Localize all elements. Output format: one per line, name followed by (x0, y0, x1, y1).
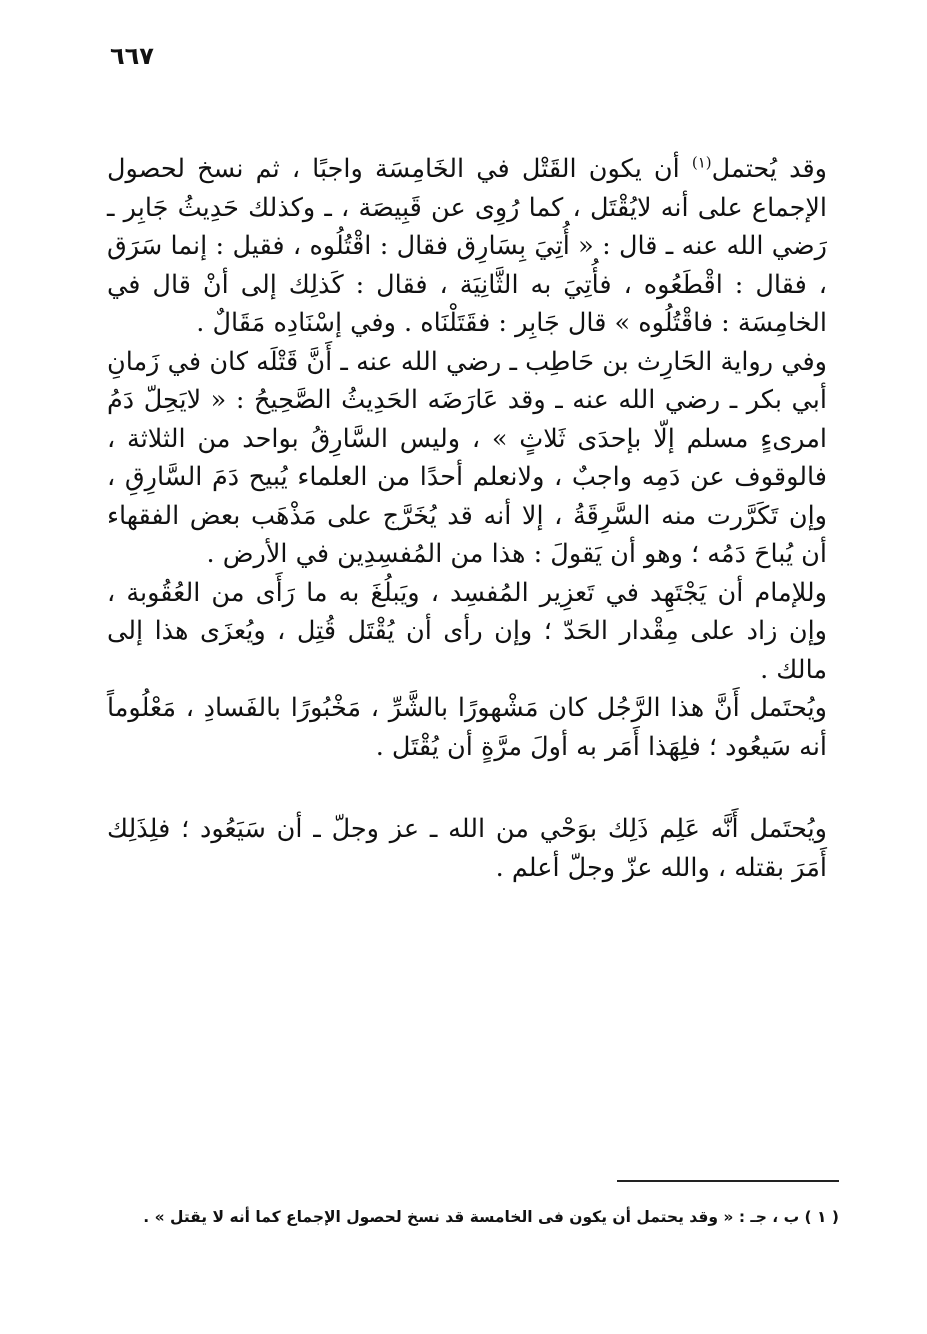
paragraph-4: ويُحتَمل أَنَّ هذا الرَّجُل كان مَشْهورًا بالشَّرِّ ، مَخْبُورًا بالفَسادِ ، مَعْلُوماً أنه سَيعُود ؛ فلِهَذا أَمَر به أولَ مرَّةٍ أن يُقْتَل . (107, 693, 827, 762)
paragraph-1 (107, 150, 827, 343)
paragraph-1-text: أن يكون القَتْل في الخَامِسَة واجبًا ، ثم نسخ لحصول الإجماع على أنه لايُقْتَل ، كما رُوِى عن قَبِيصَة ، ـ وكذلك حَدِيثُ جَابِر ـ رَضي الله عنه ـ قال : « أُتِيَ بِسَارِق فقال : اقْتُلُوه ، فقيل : إنما سَرَق ، فقال : اقْطَعُوه ، فأُتِيَ به الثَّانِيَة ، فقال : كَذلِك إلى أنْ قال في الخامِسَة : فاقْتُلُوه » قال جَابِر : فقَتَلْنَاه . وفي إسْنَادِه مَقَالٌ . (107, 154, 827, 338)
paragraph-5: ويُحتَمل أَنَّه عَلِم ذَلِك بوَحْي من الله ـ عز وجلّ ـ أن سَيَعُود ؛ فلِذَلِك أَمَرَ بقتله ، والله عزّ وجلّ أعلم . (107, 814, 827, 883)
page-number: ٦٦٧ (110, 42, 154, 70)
footnote-reference[interactable]: (١) (691, 153, 712, 172)
paragraph-2: وفي رواية الحَارِث بن حَاطِب ـ رضي الله عنه ـ أَنَّ قَتْلَه كان في زَمانِ أبي بكر ـ رضي الله عنه ـ وقد عَارَضَه الحَدِيثُ الصَّحِيحُ : « لايَحِلّ دَمُ امرىءٍ مسلم إلّا بإحدَى ثَلاثٍ » ، وليس السَّارِقُ بواحد من الثلاثة ، فالوقوف عن دَمِه واجبٌ ، ولانعلم أحدًا من العلماء يُبيح دَمَ السَّارِقِ ، وإن تَكَرَّرت منه السَّرِقَةُ ، إلا أنه قد يُخَرَّج على مَذْهَب بعض الفقهاء أن يُباحَ دَمُه ؛ وهو أن يَقولَ : هذا من المُفسِدِين في الأرض . (107, 346, 827, 569)
footnote: ( ١ ) ب ، جـ : « وقد يحتمل أن يكون فى الخامسة قد نسخ لحصول الإجماع كما أنه لا يقتل » . (143, 1208, 839, 1226)
paragraph-1-opening: وقد يُحتمل (711, 154, 827, 184)
main-text (107, 150, 827, 887)
paragraph-3: وللإمام أن يَجْتَهِد في تَعزِير المُفسِد ، ويَبلُغَ به ما رَأَى من العُقُوبة ، وإن زاد على مِقْدار الحَدّ ؛ وإن رأى أن يُقْتَل قُتِل ، ويُعزَى هذا إلى مالك . (107, 577, 827, 685)
footnote-divider (617, 1180, 839, 1182)
